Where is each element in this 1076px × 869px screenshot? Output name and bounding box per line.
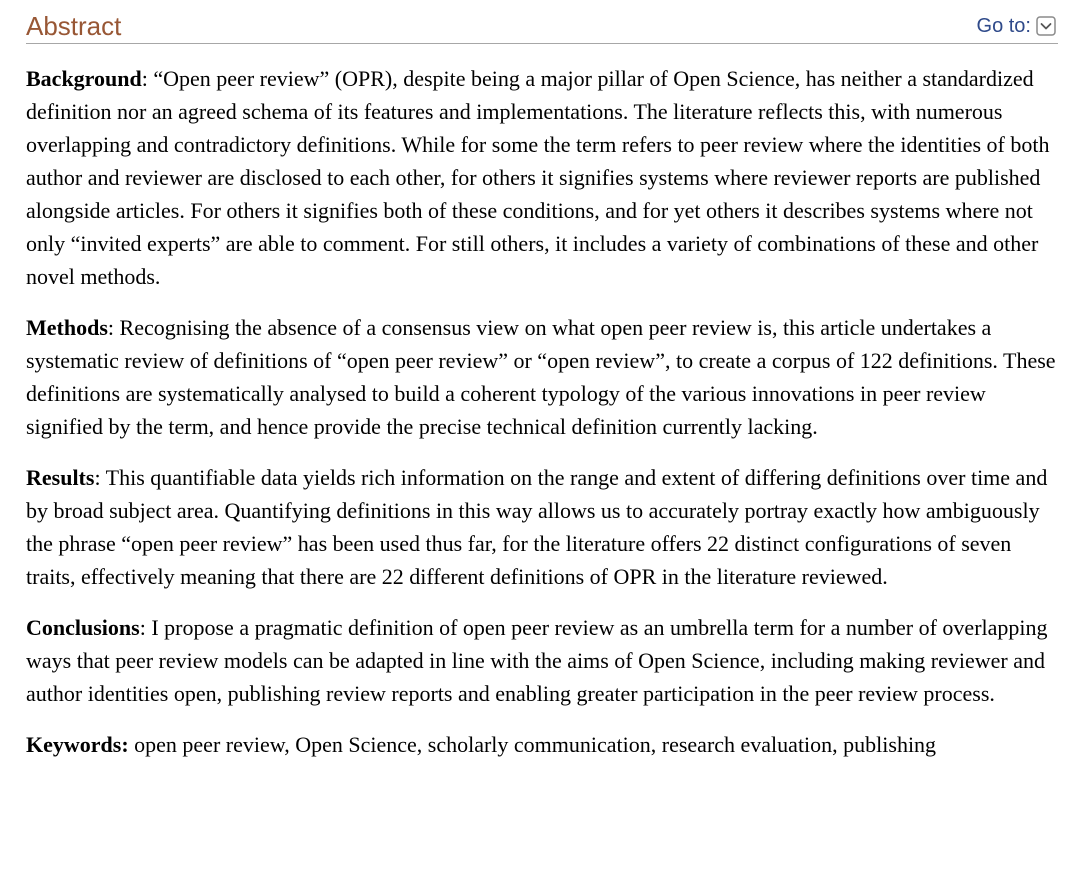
abstract-title: Abstract (26, 11, 122, 41)
section-text: I propose a pragmatic definition of open peer review as an umbrella term for a number of overlapping ways that peer review models can be adapted in line with the aims of Open Science, including making reviewer and author identities open, publishing review reports and enabling greater participation in the peer review process. (26, 615, 1048, 706)
keywords-text: open peer review, Open Science, scholarly communication, research evaluation, publishing (128, 732, 937, 757)
section-separator: : (139, 615, 152, 640)
section-text: This quantifiable data yields rich information on the range and extent of differing definitions over time and by broad subject area. Quantifying definitions in this way allows us to accurately portray exactly how ambiguously the phrase “open peer review” has been used thus far, for the literature offers 22 distinct configurations of seven traits, effectively meaning that there are 22 different definitions of OPR in the literature reviewed. (26, 465, 1048, 589)
section-separator: : (141, 66, 154, 91)
abstract-section-conclusions (26, 611, 1058, 710)
section-separator: : (94, 465, 106, 490)
abstract-section-background (26, 62, 1058, 293)
section-label: Background (26, 66, 142, 91)
section-separator: : (107, 315, 120, 340)
chevron-down-icon[interactable] (1036, 16, 1056, 36)
goto-label: Go to: (976, 15, 1031, 37)
abstract-section-results (26, 461, 1058, 593)
keywords-label: Keywords: (26, 732, 129, 757)
abstract-header (26, 0, 1058, 44)
section-text: “Open peer review” (OPR), despite being a major pillar of Open Science, has neither a standardized definition nor an agreed schema of its features and implementations. The literature reflects this, with numerous overlapping and contradictory definitions. While for some the term refers to peer review where the identities of both author and reviewer are disclosed to each other, for others it signifies systems where reviewer reports are published alongside articles. For others it signifies both of these conditions, and for yet others it describes systems where not only “invited experts” are able to comment. For still others, it includes a variety of combinations of these and other novel methods. (26, 66, 1050, 289)
section-label: Results (26, 465, 95, 490)
section-label: Methods (26, 315, 108, 340)
abstract-body (26, 62, 1058, 761)
keywords-paragraph (26, 728, 1058, 761)
abstract-section-methods (26, 311, 1058, 443)
goto-menu-button[interactable] (977, 15, 1056, 37)
section-text: Recognising the absence of a consensus view on what open peer review is, this article undertakes a systematic review of definitions of “open peer review” or “open review”, to create a corpus of 122 definitions. These definitions are systematically analysed to build a coherent typology of the various innovations in peer review signified by the term, and hence provide the precise technical definition currently lacking. (26, 315, 1056, 439)
section-label: Conclusions (26, 615, 140, 640)
